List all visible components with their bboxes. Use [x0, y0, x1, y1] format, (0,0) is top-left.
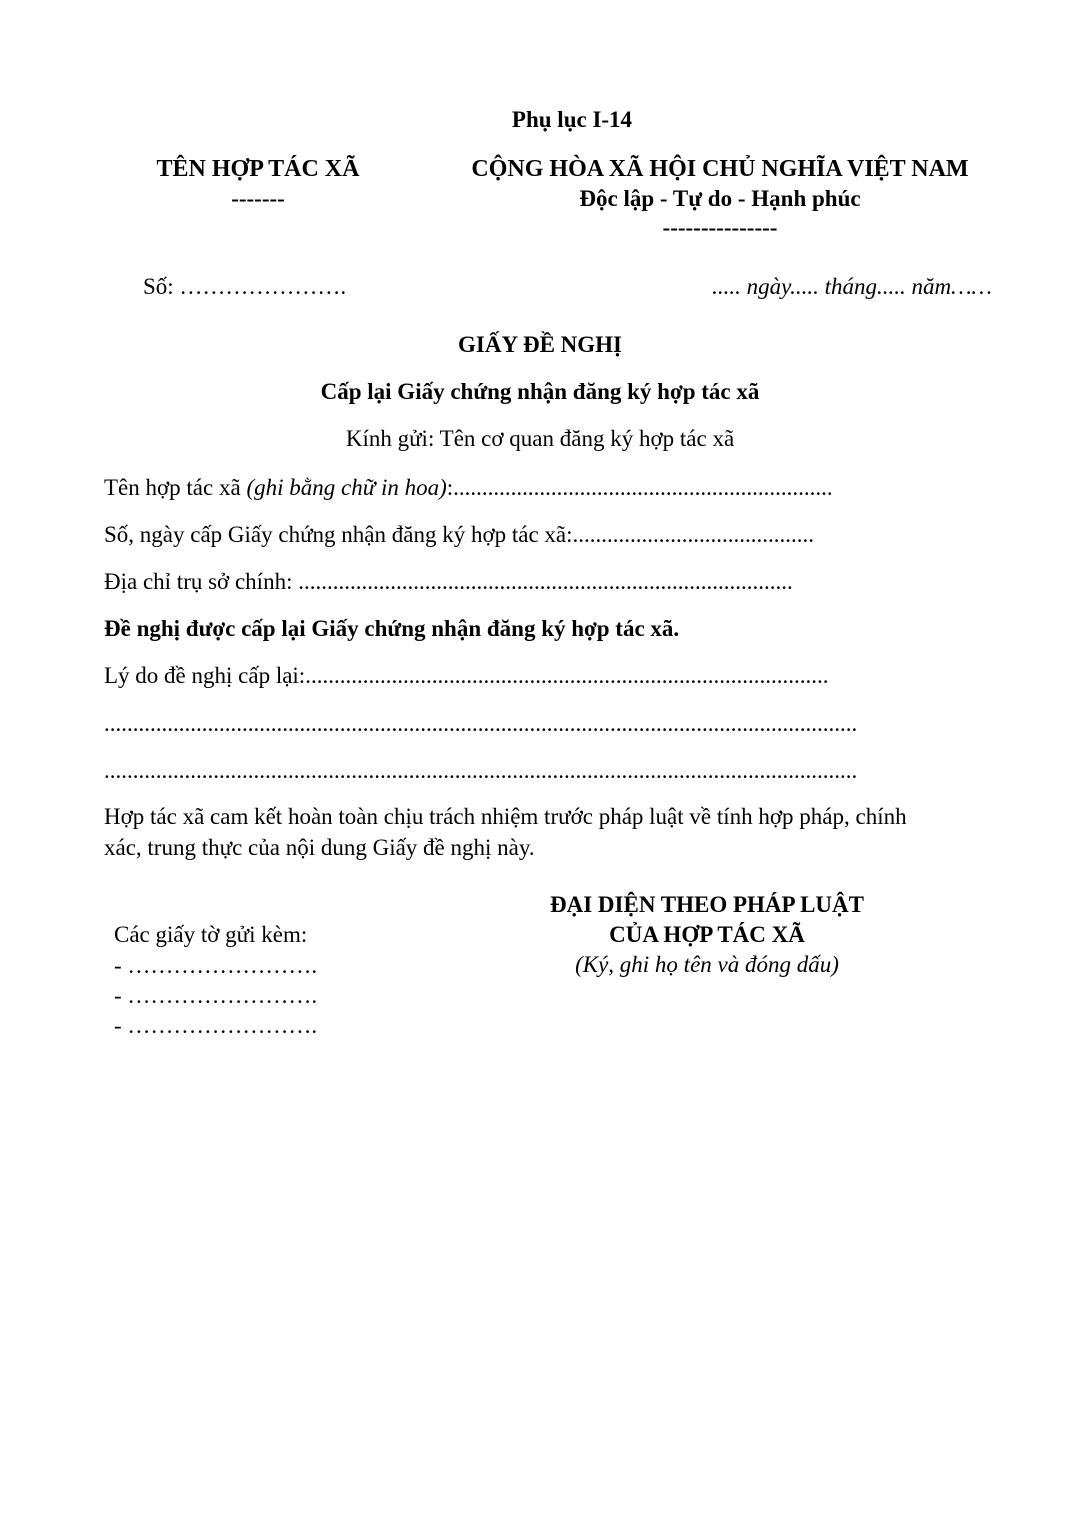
- document-subtitle: Cấp lại Giấy chứng nhận đăng ký hợp tác xã: [320, 379, 760, 404]
- attachment-item: - …………………….: [114, 983, 318, 1008]
- cooperative-name-label: Tên hợp tác xã: [104, 475, 247, 500]
- national-title: CỘNG HÒA XÃ HỘI CHỦ NGHĨA VIỆT NAM: [471, 156, 969, 182]
- date-line: ..... ngày..... tháng..... năm……: [712, 274, 992, 299]
- reason-field: Lý do đề nghị cấp lại:...........................................................................................: [104, 663, 829, 688]
- national-motto: Độc lập - Tự do - Hạnh phúc: [579, 186, 861, 211]
- appendix-label: Phụ lục I-14: [511, 107, 633, 132]
- document-title: GIẤY ĐỀ NGHỊ: [458, 332, 622, 357]
- cooperative-name-field: [104, 474, 833, 502]
- cooperative-name-dots: :..................................................................: [446, 475, 833, 500]
- attachment-item: - …………………….: [114, 953, 318, 978]
- org-name: TÊN HỢP TÁC XÃ: [156, 156, 360, 182]
- signature-title-continued: CỦA HỢP TÁC XÃ: [609, 922, 805, 947]
- motto-rule: ---------------: [662, 215, 778, 240]
- cooperative-name-hint: (ghi bằng chữ in hoa): [246, 475, 447, 500]
- attachment-item: - …………………….: [114, 1013, 318, 1038]
- certificate-number-field: Số, ngày cấp Giấy chứng nhận đăng ký hợp tác xã:..........................................: [104, 522, 815, 547]
- signature-title: ĐẠI DIỆN THEO PHÁP LUẬT: [550, 892, 864, 917]
- request-statement: Đề nghị được cấp lại Giấy chứng nhận đăng ký hợp tác xã.: [104, 616, 680, 641]
- commitment-text: Hợp tác xã cam kết hoàn toàn chịu trách nhiệm trước pháp luật về tính hợp pháp, chính: [104, 804, 907, 829]
- commitment-text-continued: xác, trung thực của nội dung Giấy đề nghị này.: [104, 835, 535, 860]
- document-number: Số: ………………….: [143, 274, 347, 299]
- reason-continuation-line: ...................................................................................................................................: [104, 758, 858, 783]
- signature-note: (Ký, ghi họ tên và đóng dấu): [575, 952, 839, 977]
- attachments-label: Các giấy tờ gửi kèm:: [114, 922, 308, 947]
- recipient-line: Kính gửi: Tên cơ quan đăng ký hợp tác xã: [345, 426, 735, 451]
- reason-continuation-line: ...................................................................................................................................: [104, 711, 858, 736]
- org-name-rule: -------: [231, 186, 285, 211]
- head-office-address-field: Địa chỉ trụ sở chính: ......................................................................................: [104, 569, 793, 594]
